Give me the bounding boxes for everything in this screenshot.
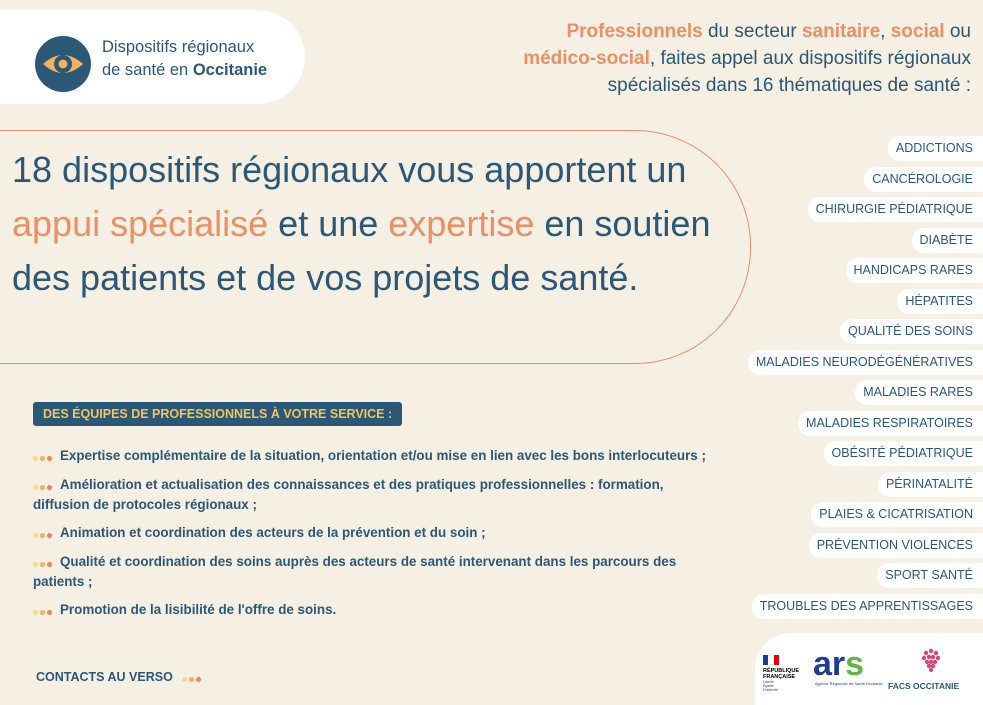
brand-line-2-prefix: de santé en — [102, 61, 193, 79]
facs-occitanie-label: FACS OCCITANIE — [888, 681, 960, 691]
intro-social: social — [890, 21, 945, 42]
bullet-dots-icon — [33, 601, 54, 620]
service-item — [33, 600, 723, 620]
theme-tag: MALADIES RESPIRATOIRES — [798, 411, 983, 436]
bullet-dots-icon — [33, 524, 54, 543]
theme-tag: QUALITÉ DES SOINS — [840, 319, 983, 344]
facs-heart-icon — [918, 647, 944, 673]
ars-logo-ar: ar — [813, 645, 846, 683]
headline-highlight-expertise: expertise — [388, 203, 535, 244]
rf-text-line: FRANÇAISE — [763, 674, 796, 680]
contacts-dots-icon — [182, 671, 203, 685]
section-header: DES ÉQUIPES DE PROFESSIONNELS À VOTRE SERVICE : — [33, 402, 402, 426]
brand-name — [102, 36, 267, 82]
french-flag-icon — [763, 655, 779, 665]
intro-text-part: , faites appel aux dispositifs régionaux — [649, 48, 971, 69]
brand-line-2 — [102, 59, 267, 82]
eye-icon — [35, 36, 91, 92]
service-text: Promotion de la lisibilité de l'offre de soins. — [60, 601, 337, 617]
theme-tag: PLAIES & CICATRISATION — [811, 502, 983, 527]
intro-text-part: spécialisés dans 16 thématiques de santé : — [607, 75, 971, 96]
intro-professionnels: Professionnels — [566, 21, 703, 42]
theme-tag: HANDICAPS RARES — [846, 258, 983, 283]
bullet-dots-icon — [33, 553, 54, 572]
theme-tag: SPORT SANTÉ — [877, 563, 983, 588]
intro-text-part: , — [880, 21, 891, 42]
service-text: Amélioration et actualisation des connaissances et des pratiques professionnelles : formation, diffusion de protocoles régionaux ; — [33, 476, 664, 512]
rf-motto: Fraternité — [763, 688, 778, 692]
theme-tag: ADDICTIONS — [888, 136, 983, 161]
ars-subtitle: Agence Régionale de Santé Occitanie — [815, 681, 883, 686]
headline-part: et une — [268, 203, 389, 244]
intro-medico-social: médico-social — [523, 48, 650, 69]
ars-logo-s: s — [845, 645, 865, 683]
contacts-note — [36, 670, 209, 685]
headline-highlight-appui: appui spécialisé — [12, 203, 269, 244]
theme-tag: HÉPATITES — [897, 289, 983, 314]
service-item — [33, 552, 723, 591]
brand-region: Occitanie — [192, 61, 268, 79]
service-text: Qualité et coordination des soins auprès des acteurs de santé intervenant dans les parcours des patients ; — [33, 553, 677, 589]
theme-tag: CHIRURGIE PÉDIATRIQUE — [808, 197, 983, 222]
theme-tag: CANCÉROLOGIE — [864, 167, 983, 192]
bullet-dots-icon — [33, 476, 54, 495]
theme-tag: MALADIES RARES — [855, 380, 983, 405]
ars-logo — [813, 647, 864, 681]
intro-sanitaire: sanitaire — [801, 21, 881, 42]
brand-line-1: Dispositifs régionaux — [102, 38, 255, 56]
theme-tag: DIABÈTE — [912, 228, 983, 253]
service-item — [33, 446, 723, 466]
headline-part: en soutien des patients et de vos projets de santé. — [12, 203, 711, 298]
theme-tag: PÉRINATALITÉ — [878, 472, 983, 497]
republique-francaise-logo — [763, 655, 807, 692]
partner-logos — [755, 633, 983, 705]
rf-text-line: RÉPUBLIQUE — [763, 668, 800, 674]
intro-text-part: ou — [944, 21, 971, 42]
brand-logo — [0, 10, 305, 104]
theme-tag: PRÉVENTION VIOLENCES — [809, 533, 983, 558]
intro-text — [401, 18, 971, 99]
headline — [12, 143, 742, 305]
services-list — [33, 446, 723, 629]
rf-motto: Égalité — [763, 684, 774, 688]
themes-list — [743, 136, 983, 624]
service-text: Expertise complémentaire de la situation, orientation et/ou mise en lien avec les bons interlocuteurs ; — [60, 448, 706, 463]
theme-tag: OBÉSITÉ PÉDIATRIQUE — [824, 441, 983, 466]
headline-part: 18 dispositifs régionaux vous apportent un — [12, 149, 687, 190]
theme-tag: MALADIES NEURODÉGÉNÉRATIVES — [748, 350, 983, 375]
rf-motto: Liberté — [763, 680, 774, 684]
theme-tag: TROUBLES DES APPRENTISSAGES — [752, 594, 983, 619]
service-item — [33, 523, 723, 543]
service-text: Animation et coordination des acteurs de la prévention et du soin ; — [60, 524, 486, 540]
intro-text-part: du secteur — [702, 21, 802, 42]
contacts-text: CONTACTS AU VERSO — [36, 670, 173, 684]
service-item — [33, 475, 723, 514]
bullet-dots-icon — [33, 447, 54, 466]
